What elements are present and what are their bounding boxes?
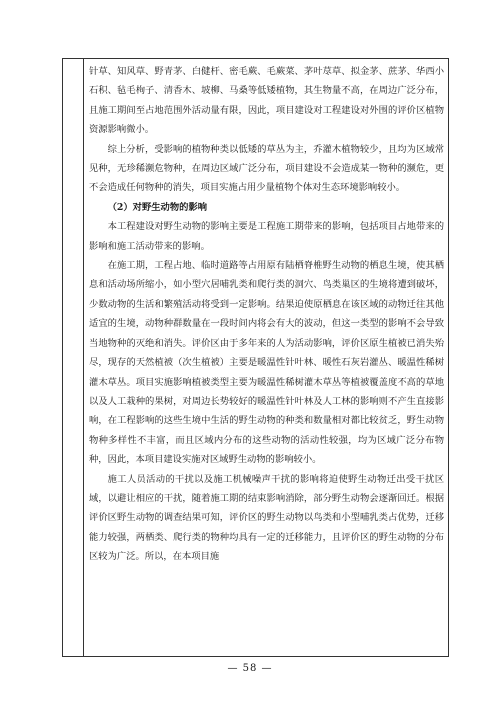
table-frame — [62, 58, 449, 657]
paragraph-wildlife-intro: 本工程建设对野生动物的影响主要是工程施工期带来的影响，包括项目占地带来的影响和施工活动带来的影响。 — [89, 221, 444, 252]
paragraph-noise-impact: 施工人员活动的干扰以及施工机械噪声干扰的影响将迫使野生动物迁出受干扰区域，以避让相应的干扰，随着施工期的结束影响消除，部分野生动物会逐渐回迁。根据评价区野生动物的调查结果可知，评价区的野生动物以鸟类和小型哺乳类占优势，迁移能力较强，两栖类、爬行类的物种均具有一定的迁移能力，且评价区的野生动物的分布区较为广泛。所以，在本项目施 — [89, 473, 444, 563]
page-number: — 58 — — [227, 663, 273, 674]
section-heading-wildlife: （2）对野生动物的影响 — [107, 201, 208, 213]
document-body — [89, 62, 444, 567]
paragraph-construction-impact: 在施工期，工程占地、临时道路等占用原有陆栖脊椎野生动物的栖息生境，使其栖息和活动场所缩小，如小型穴居哺乳类和爬行类的洞穴、鸟类巢区的生境将遭到破坏，少数动物的生活和繁殖活动将受到一定影响。结果迫使原栖息在该区域的动物迁往其他适宜的生境，动物种群数量在一段时间内将会有大的波动，但这一类型的影响不会导致当地物种的灭绝和消失。评价区由于多年来的人为活动影响，评价区原生植被已消失殆尽，现存的天然植被（次生植被）主要是暖温性针叶林、暖性石灰岩灌丛、暖温性稀树灌木草丛。项目实施影响植被类型主要为暖温性稀树灌木草丛等植被覆盖度不高的草地以及人工栽种的果树，对周边长势较好的暖温性针叶林及人工林的影响则不产生直接影响，在工程影响的这些生境中生活的野生动物的种类和数量相对都比较贫乏，野生动物物种多样性不丰富，而且区域内分布的这些动物的活动性较强，均为区域广泛分布物种，因此，本项目建设实施对区域野生动物的影响较小。 — [89, 260, 444, 466]
paragraph-plant-list: 针草、知风草、野青茅、白健杆、密毛蕨、毛蕨菜、茅叶荩草、拟金茅、蔗茅、华西小石积、毡毛栒子、清香木、坡柳、马桑等低矮植物，其生物量不高，在周边广泛分布，且施工期间至占地范围外活动量有限，因此，项目建设对工程建设对外围的评价区植物资源影响微小。 — [89, 66, 444, 136]
left-label-column — [63, 59, 84, 656]
paragraph-plant-summary: 综上分析，受影响的植物种类以低矮的草丛为主，乔灌木植物较少，且均为区域常见种，无珍稀濒危物种，在周边区域广泛分布，项目建设不会造成某一物种的濒危，更不会造成任何物种的消失，项目实施占用少量植物个体对生态环境影响较小。 — [89, 143, 444, 194]
